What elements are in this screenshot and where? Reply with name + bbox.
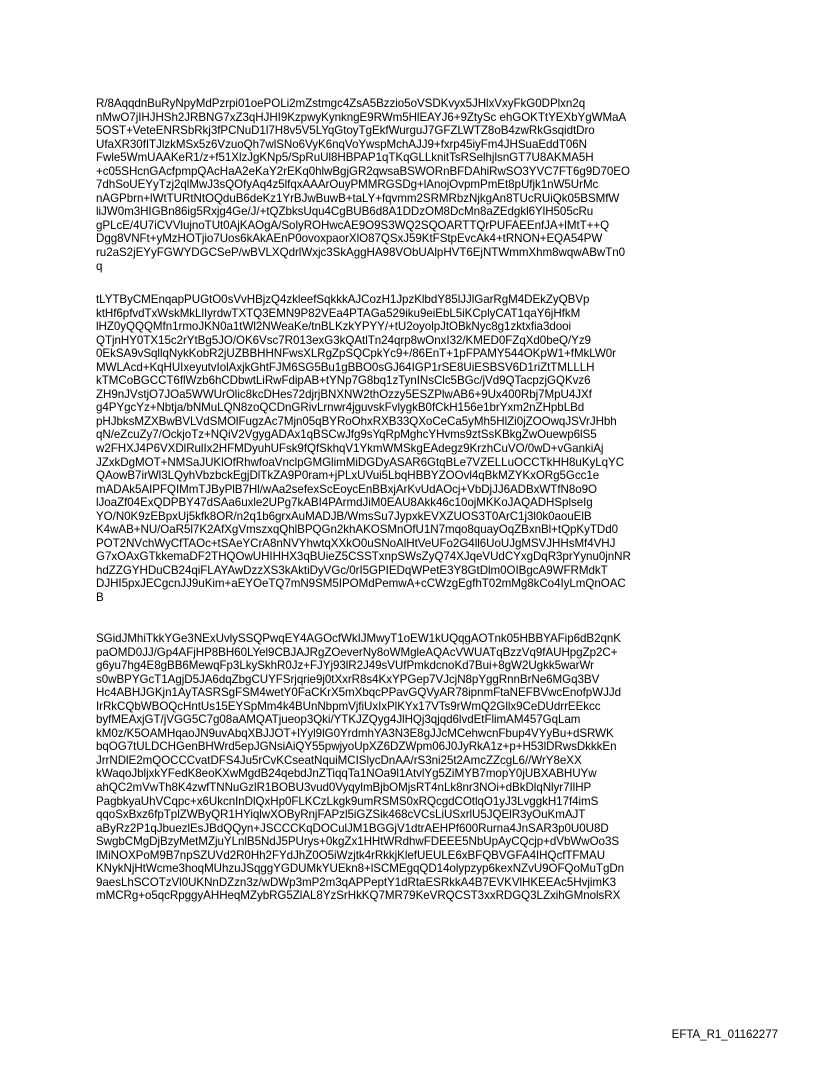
document-id-footer: EFTA_R1_01162277 [671, 1029, 778, 1041]
encoded-text-paragraph: tLYTByCMEnqapPUGtO0sVvHBjzQ4zkleefSqkkkAJCozH1JpzKlbdY85lJJlGarRgM4DEkZyQBVp ktHf6pfvdTxWskMkLlIyrdwTXTQ3EMN9P82VEa4PTAGa529iku9eiEbL5iKCplyCAT1qaY6jHfkM lHZ0yQQQMfn1rmoJKN0a1tWl2NWeaKe/tnBLKzkYPYY/+tU2oyolpJtOBkNyc8g1zktxfia3dooi QTjnHY0TX15c2rYtBg5JO/OK6Vsc7R013exG3kQAtlTn24qrp8wOnxI32/KMED0FZqXd0beQ/Yz9 0EkSA9vSqllqNykKobR2jUZBBHHNFwsXLRgZpSQCpkYc9+/86EnT+1pFPAMY544OKpW1+fMkLW0r MWLAcd+KqHUIxeyutvIolAxjkGhtFJM6SG5Bu1gBBO0sGJ64IGP1rSE8UiESBSV6D1riZtTMLLLH kTMCoBGCCT6flWzb6hCDbwtLiRwFdipAB+tYNp7G8bq1zTynINsClc5BGc/jVd9QTacpzjGQKvz6 ZH9nJVstjO7JOa5WWUrOlic8kcDHes72djrjBNXNW2thOzzy5ESZPlwAB6+9Ux400Rbj7MpU4JXf g4PYgcYz+Nbtja/bNMuLQN8zoQCDnGRivLrnwr4jguvskFvlygkB0fCkH156e1brYxm2nZHpbLBd pHJbksMZXBwBVLVdSMOlFugzAc7Mjn05qBYRoOhxRXB33QXoCeCa5yMh5HlZi0jZOOwqJSVrJHbh qN/eZcuZy7/OckjoTz+NQiV2VgygADAx1qBSCwJfg9sYqRpMghcYHvms9ztSsKBkgZwOuewp6lS5 w2FHXJ4P6VXDlRulIx2HFMDyuhUFsk9fQfSkhqV1YkmWMSkgEAdegz9KrzhCuVO/0wD+vGankiAj JZxkDgMOT+NMSaJUKlOfRhwfoaVnclpGMGlimMiDGDyASAR6GtqBLe7VZELLuOCCTkHH8uKyLqYC QAowB7irWl3LQyhVbzbckEgjDlTkZA9P0ram+jPLxUVui5LbqHBBYZOOvl4qBkMZYKxORg5Gcc1e mADAk5AIPFQIMmTJByPlB7Hl/wAa2sefexScEoycEnBBxjArKvUdAOcj+VbDjJJ6ADBxWTfN8o9O lJoaZf04ExQDPBY47dSAa6uxle2UPg7kABI4PArmdJiM0EAU8Akk46c10ojMKKoJAQADHSplseIg YO/N0K9zEBpxUj5kfk8OR/n2q1b6grxAuMADJB/WmsSu7JypxkEVXZUOS3T0ArC1j3l0k0aouElB K4wAB+NU/OaR5l7K2AfXgVmszxqQhlBPQGn2khAKOSMnOfU1N7mqo8quayOqZBxnBl+tQpKyTDd0 POT2NVchWyCfTAOc+tSAeYCrA8nNVYhwtqXXkO0uSNoAlHtVeUFo2G4ll6UoUJgMSVJHHsMf4VHJ G7xOAxGTkkemaDF2THQOwUHIHHX3qBUieZ5CSSTxnpSWsZyQ74XJqeVUdCYxgDqR3prYynu0jnNR hdZZGYHDuCB24qiFLAYAwDzzXS3kAktiDyVGc/0rI5GPIEDqWPetE3Y8GtDlm0OIBgcA9WFRMdkT DJHI5pxJECgcnJJ9uKim+aEYOeTQ7mN9SM5IPOMdPemwA+cCWzgEgfhT02mMg8kCo4IyLmQnOAC B [96, 293, 631, 605]
encoded-text-paragraph: R/8AqqdnBuRyNpyMdPzrpi01oePOLi2mZstmgc4ZsA5Bzzio5oVSDKvyx5JHlxVxyFkG0DPlxn2q nMwO7jIHJHSh2JRBNG7xZ3qHJHI9KzpwyKynkngE9RWm5HlEAYJ6+9ZtySc ehGOKTtYEXbYgWMaA 5OST+VeteENRSbRkj3fPCNuD1l7H8v5V5LYqGtoyTgEkfWurguJ7GFZLWTZ8oB4zwRkGsqidtDro UfaXR30fITJlzkMSx5z6VzuoQh7wlSNo6VyK6nqVoYwspMchAJJ9+fxrp45iyFm4JHSuaEddT06N Fwle5WmUAAKeR1/z+f51XlzJgKNp5/SpRuUl8HBPAP1qTKqGLLknitTsRSelhjlsnGT7U8AKMA5H +c05SHcnGAcfpmpQAcHaA2eKaY2rEKq0hlwBgjGR2qwsaBSWORnBFDAhiRwSO3YVC7FT6g9D70EO 7dhSoUEYyTzj2qlMwJ3sQOfyAq4z5lfqxAAArOuyPMMRGSDg+lAnojOvpmPmEt8pUfjk1nW5UrMc nAGPbrn+lWtTURtNtOQduB6deKz1YrBJwBuwB+taLY+fqvmm2SRMRbzNjkgAn8TUcRUiQk05BSMfW liJW0m3HIGBn86ig5Rxjg4Ge/J/+tQZbksUqu4CgBUB6d8A1DDzOM8DcMn8aZEdgkl6YlH505cRu gPLcE/4U7iCVVlujnoTUt0AjKAOgA/SolyROHwcAE9O9S3WQ2SQOARTTQrPUFAEEnfJA+lMtT++Q Dgg8VNFt+yMzHOTjio7Uos6kAkAEnP0ovoxpaorXlO87QSxJ59KtFStpEvcAk4+tRNON+EQA54PW ru2aS2jEYyFGWYDGCSeP/wBVLXQdrlWxjc3SkAggHA98VObUAlpHVT6EjNTWmmXhm8wqwABwTn0 q [96, 97, 630, 273]
encoded-text-paragraph: SGidJMhiTkkYGe3NExUvlySSQPwqEY4AGOcfWkIJMwyT1oEW1kUQqgAOTnk05HBBYAFip6dB2qnK paOMD0JJ/Gp4AFjHP8BH60LYel9CBJAJRgZOeverNy8oWMgleAQAcVWUATqBzzVq9fAUHpgZp2C+ g6yu7hg4E8gBB6MewqFp3LkySkhR0Jz+FJYj93lR2J49sVUfPmkdcnoKd7Bui+8gW2Ugkk5warWr s0wBPYGcT1AgjD5JA6dqZbgCUYFSrjqrie9j0tXxrR8s4KxYPGep7VJcjN8pYggRnnBrNe6MGq3BV Hc4ABHJGKjn1AyTASRSgFSM4wetY0FaCKrX5mXbqcPPavGQVyAR78ipnmFtaNEFBVwcEnofpWJJd IrRkCQbWBOQcHntUs15EYSpMm4k4BUnNbpmVjfiUxIxPlKYx17VTs9rWmQ2Gllx9CeDUdrrEEkcc byfMEAxjGT/jVGG5C7g08aAMQATjueop3Qki/YTKJZQyg4JlHQj3qjqd6lvdEtFlimAM457GqLam kM0z/K5OAMHqaoJN9uvAbqXBJJOT+lYyl9lG0YrdmhYA3N3E8gJJcMCehwcnFbup4VYyBu+dSRWK bqOG7tULDCHGenBHWrd5epJGNsiAiQY55pwjyoUpXZ6DZWpm06J0JyRkA1z+p+H53lDRwsDkkkEn JrrNDlE2mQOCCCvatDFS4Ju5rCvKCseatNquiMCISlycDnAA/rS3ni25t2AmcZZcgL6//WrY8eXX kWaqoJbljxkYFedK8eoKXwMgdB24qebdJnZTiqqTa1NOa9l1AtvlYg5ZiMYB7mopY0jUBXABHUYw ahQC2mVwTh8K4zwfTNNuGzlR1BOBU3vud0VyqylmBjbOMjsRT4nLk8nr3NOi+dBkDlqNlyr7IlHP PagbkyaUhVCqpc+x6UkcnInDlQxHp0FLKCzLkgk9umRSMS0xRQcgdCOtlqO1yJ3LvggkH17f4imS qqoSxBxz6fpTplZWByQR1HYiqlwXOByRnjFAPzl5iGZSik468cVCsLiUSxrlU5JQElR3yOuKmAJT aByRz2P1qJbuezlEsJBdQQyn+JSCCCKqDOCulJM1BGGjV1dtrAEHPf600Rurna4JnSAR3p0U0U8D SwgbCMgDjBzyMetMZjuYLnlB5NdJ5PUrys+0kgZx1HHtWRdhwFDEEE5NbUpAyCQcjp+dVbWwOo3S lMiNOXPoM9B7npSZUVd2R0Hh2FYdJhZ0O5iWzjtk4rRkkjKlefUEULE6xBFQBVGFA4IHQcfTFMAU KNykNjHtWcme3hoqMUhzuJSqggYGDUMkYUEkn8+lSCMEgqQD14olypzyp6kexNZvU9OFQoMuTgDn 9aesLhSCOTzVl0UKNnDZzn3z/wDWp3mP2m3qAPPeptY1dRtaESRkkA4B7EVKVlHKEEAc5HvjimK3 mMCRg+o5qcRpggyAHHeqMZybRG5ZlAL8YzSrHkKQ7MR79KeVRQCST3xxRDGQ3LZxihGMnolsRX [96, 632, 625, 903]
